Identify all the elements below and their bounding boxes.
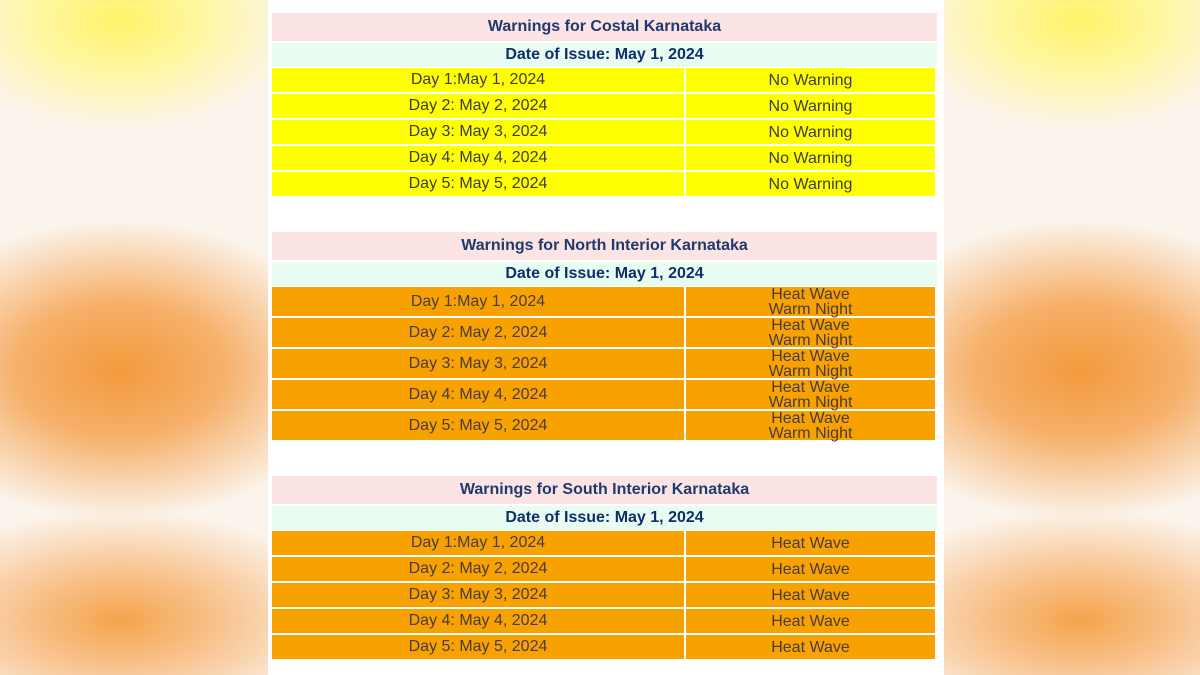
warning-text: Heat Wave	[771, 612, 850, 630]
table-row	[272, 318, 937, 347]
warning-warm-night: Warm Night	[768, 331, 853, 349]
warning-cell	[686, 349, 935, 378]
table-row	[272, 583, 937, 607]
table-row	[272, 557, 937, 581]
warning-text: Heat Wave	[771, 638, 850, 656]
warning-heat-wave: Heat Wave	[771, 285, 850, 303]
warning-text: No Warning	[768, 123, 853, 141]
warning-cell	[686, 146, 935, 170]
warning-cell	[686, 172, 935, 196]
warning-text: No Warning	[768, 175, 853, 193]
day-cell: Day 5: May 5, 2024	[272, 411, 684, 440]
issue-date: Date of Issue: May 1, 2024	[272, 506, 937, 530]
table-row	[272, 172, 937, 196]
day-cell: Day 1:May 1, 2024	[272, 68, 684, 92]
warning-text: Heat Wave	[771, 586, 850, 604]
day-cell: Day 5: May 5, 2024	[272, 635, 684, 659]
warning-warm-night: Warm Night	[768, 362, 853, 380]
warning-cell	[686, 318, 935, 347]
warning-cell	[686, 287, 935, 316]
warning-heat-wave: Heat Wave	[771, 347, 850, 365]
table-row	[272, 120, 937, 144]
warning-text: Heat Wave	[771, 560, 850, 578]
warning-warm-night: Warm Night	[768, 300, 853, 318]
warning-cell	[686, 557, 935, 581]
section-north-interior-karnataka	[272, 232, 937, 442]
warning-cell	[686, 531, 935, 555]
table-row	[272, 68, 937, 92]
table-row	[272, 635, 937, 659]
table-row	[272, 380, 937, 409]
day-cell: Day 3: May 3, 2024	[272, 349, 684, 378]
warning-cell	[686, 411, 935, 440]
day-cell: Day 4: May 4, 2024	[272, 609, 684, 633]
warning-text: No Warning	[768, 97, 853, 115]
warning-cell	[686, 380, 935, 409]
warning-cell	[686, 68, 935, 92]
day-cell: Day 4: May 4, 2024	[272, 380, 684, 409]
warning-cell	[686, 635, 935, 659]
warning-cell	[686, 94, 935, 118]
day-cell: Day 3: May 3, 2024	[272, 583, 684, 607]
table-row	[272, 411, 937, 440]
warning-text: Heat Wave	[771, 534, 850, 552]
day-cell: Day 5: May 5, 2024	[272, 172, 684, 196]
table-row	[272, 531, 937, 555]
warning-heat-wave: Heat Wave	[771, 316, 850, 334]
section-south-interior-karnataka	[272, 476, 937, 661]
day-cell: Day 1:May 1, 2024	[272, 287, 684, 316]
background-blur-left	[0, 0, 270, 675]
table-row	[272, 349, 937, 378]
background-blur-right	[930, 0, 1200, 675]
day-cell: Day 2: May 2, 2024	[272, 318, 684, 347]
warning-text: No Warning	[768, 149, 853, 167]
table-row	[272, 94, 937, 118]
warning-heat-wave: Heat Wave	[771, 378, 850, 396]
warning-text: No Warning	[768, 71, 853, 89]
warning-warm-night: Warm Night	[768, 393, 853, 411]
issue-date: Date of Issue: May 1, 2024	[272, 262, 937, 286]
section-title: Warnings for Costal Karnataka	[272, 13, 937, 41]
warning-warm-night: Warm Night	[768, 424, 853, 442]
warning-cell	[686, 583, 935, 607]
section-title: Warnings for South Interior Karnataka	[272, 476, 937, 504]
warning-cell	[686, 609, 935, 633]
warning-cell	[686, 120, 935, 144]
section-coastal-karnataka	[272, 13, 937, 198]
section-title: Warnings for North Interior Karnataka	[272, 232, 937, 260]
day-cell: Day 4: May 4, 2024	[272, 146, 684, 170]
table-row	[272, 609, 937, 633]
warnings-panel	[268, 0, 944, 675]
day-cell: Day 2: May 2, 2024	[272, 94, 684, 118]
table-row	[272, 287, 937, 316]
day-cell: Day 2: May 2, 2024	[272, 557, 684, 581]
day-cell: Day 1:May 1, 2024	[272, 531, 684, 555]
day-cell: Day 3: May 3, 2024	[272, 120, 684, 144]
issue-date: Date of Issue: May 1, 2024	[272, 43, 937, 67]
table-row	[272, 146, 937, 170]
warning-heat-wave: Heat Wave	[771, 409, 850, 427]
